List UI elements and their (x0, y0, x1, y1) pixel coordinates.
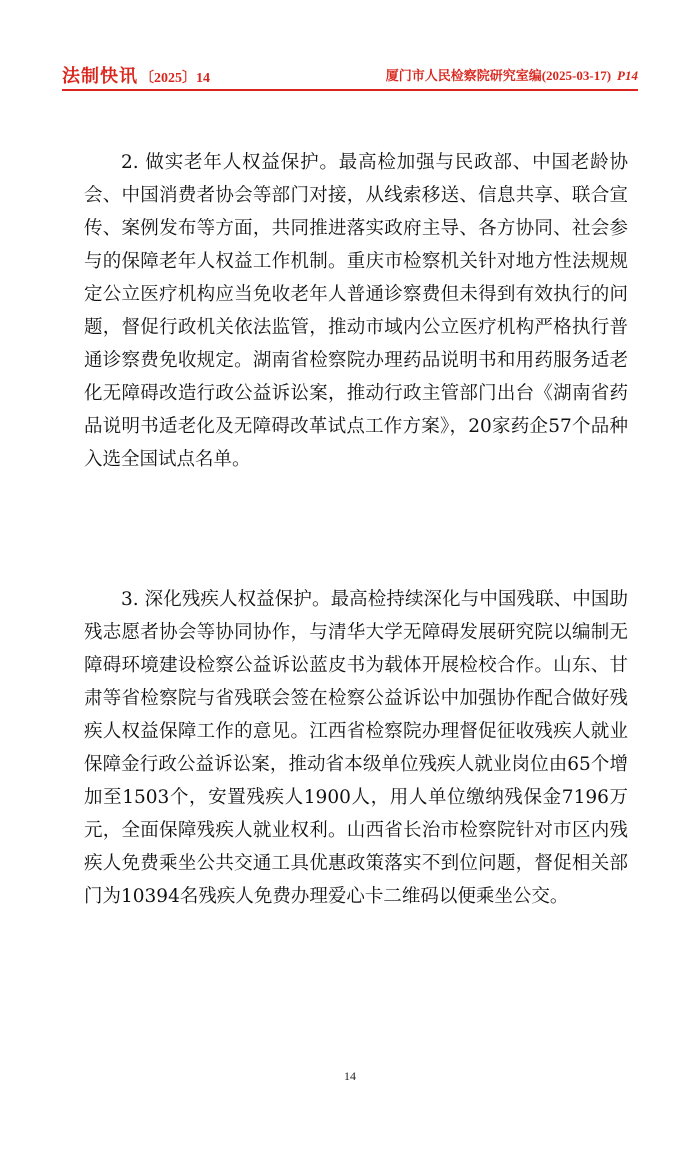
header-page-tag: P14 (617, 68, 638, 83)
header-publication (62, 62, 210, 88)
page-number: 14 (344, 1069, 356, 1083)
paragraph-disability-rights: 3. 深化残疾人权益保护。最高检持续深化与中国残联、中国助残志愿者协会等协同协作，与清华大学无障碍发展研究院以编制无障碍环境建设检察公益诉讼蓝皮书为载体开展检校合作。山东、甘肃等省检察院与省残联会签在检察公益诉讼中加强协作配合做好残疾人权益保障工作的意见。江西省检察院办理督促征收残疾人就业保障金行政公益诉讼案，推动省本级单位残疾人就业岗位由65个增加至1503个，安置残疾人1900人，用人单位缴纳残保金7196万元，全面保障残疾人就业权利。山西省长治市检察院针对市区内残疾人免费乘坐公共交通工具优惠政策落实不到位问题，督促相关部门为10394名残疾人免费办理爱心卡二维码以便乘坐公交。 (84, 589, 628, 907)
editor-and-date: 厦门市人民检察院研究室编(2025-03-17) (385, 68, 612, 83)
publication-title: 法制快讯 (62, 66, 138, 87)
page-header (62, 60, 638, 88)
header-source (386, 65, 638, 84)
header-divider (62, 89, 638, 91)
paragraph-elderly-rights: 2. 做实老年人权益保护。最高检加强与民政部、中国老龄协会、中国消费者协会等部门对接，从线索移送、信息共享、联合宣传、案例发布等方面，共同推进落实政府主导、各方协同、社会参与的保障老年人权益工作机制。重庆市检察机关针对地方性法规规定公立医疗机构应当免收老年人普通诊察费但未得到有效执行的问题，督促行政机关依法监管，推动市域内公立医疗机构严格执行普通诊察费免收规定。湖南省检察院办理药品说明书和用药服务适老化无障碍改造行政公益诉讼案，推动行政主管部门出台《湖南省药品说明书适老化及无障碍改革试点工作方案》，20家药企57个品种入选全国试点名单。 (84, 152, 628, 470)
issue-number: 〔2025〕14 (140, 71, 210, 86)
